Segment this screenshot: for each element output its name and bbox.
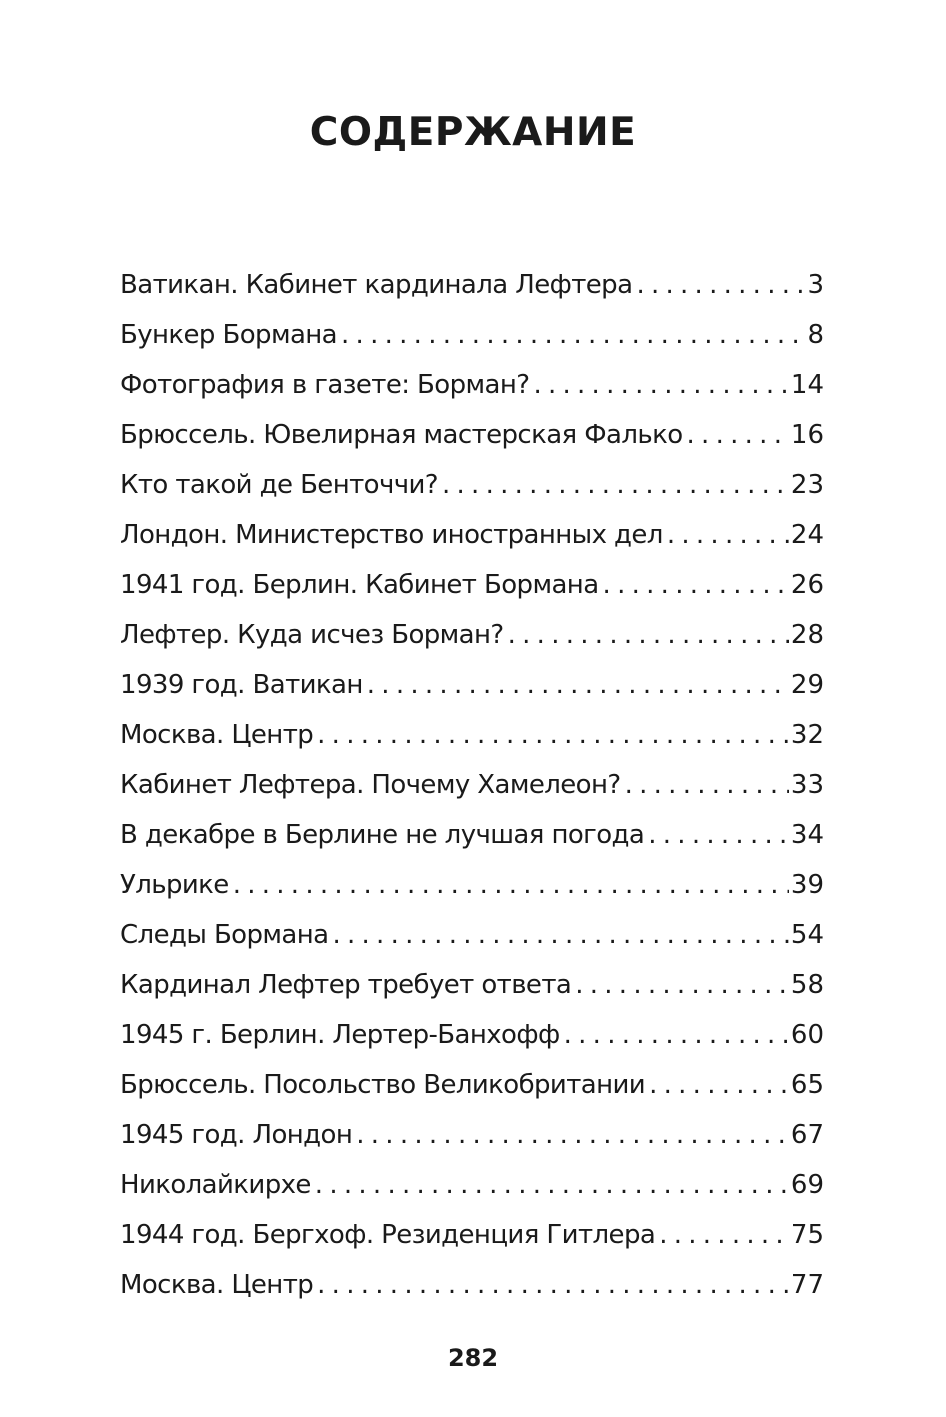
toc-entry-title: Брюссель. Ювелирная мастерская Фалько	[120, 420, 683, 450]
toc-entry	[120, 1060, 824, 1110]
toc-entry-page: 3	[807, 270, 824, 300]
toc-entry-title: Следы Бормана	[120, 920, 329, 950]
dot-leader	[625, 760, 789, 810]
toc-entry-page: 8	[807, 320, 824, 350]
toc-entry-page: 24	[790, 520, 824, 550]
toc-entry-page: 34	[790, 820, 824, 850]
toc-entry-title: Бункер Бормана	[120, 320, 338, 350]
toc-entry-page: 54	[790, 920, 824, 950]
dot-leader	[341, 310, 805, 360]
toc-entry-page: 29	[790, 670, 824, 700]
dot-leader	[659, 1210, 789, 1260]
toc-entry-title: Ульрике	[120, 870, 229, 900]
dot-leader	[356, 1110, 789, 1160]
toc-entry	[120, 310, 824, 360]
table-of-contents	[120, 260, 824, 1310]
dot-leader	[533, 360, 788, 410]
dot-leader	[233, 860, 789, 910]
toc-entry-page: 23	[790, 470, 824, 500]
page-number: 282	[447, 1344, 499, 1372]
dot-leader	[315, 1160, 789, 1210]
toc-entry	[120, 710, 824, 760]
toc-entry-title: Брюссель. Посольство Великобритании	[120, 1070, 646, 1100]
toc-entry-page: 67	[790, 1120, 824, 1150]
toc-entry	[120, 1260, 824, 1310]
dot-leader	[636, 260, 805, 310]
dot-leader	[667, 510, 789, 560]
toc-entry-title: Ватикан. Кабинет кардинала Лефтера	[120, 270, 633, 300]
toc-entry	[120, 460, 824, 510]
toc-entry-title: 1944 год. Бергхоф. Резиденция Гитлера	[120, 1220, 656, 1250]
toc-entry	[120, 1010, 824, 1060]
toc-entry-title: Кабинет Лефтера. Почему Хамелеон?	[120, 770, 621, 800]
toc-entry	[120, 260, 824, 310]
dot-leader	[564, 1010, 789, 1060]
toc-entry-page: 58	[790, 970, 824, 1000]
toc-entry-page: 77	[790, 1270, 824, 1300]
toc-entry-title: 1941 год. Берлин. Кабинет Бормана	[120, 570, 599, 600]
toc-entry-page: 75	[790, 1220, 824, 1250]
toc-entry	[120, 860, 824, 910]
dot-leader	[442, 460, 789, 510]
toc-entry-title: Кардинал Лефтер требует ответа	[120, 970, 572, 1000]
toc-entry	[120, 1160, 824, 1210]
dot-leader	[367, 660, 789, 710]
toc-entry-title: Лондон. Министерство иностранных дел	[120, 520, 663, 550]
dot-leader	[317, 1260, 789, 1310]
dot-leader	[687, 410, 789, 460]
toc-entry	[120, 610, 824, 660]
dot-leader	[603, 560, 789, 610]
toc-entry	[120, 360, 824, 410]
toc-entry	[120, 560, 824, 610]
toc-entry-page: 28	[790, 620, 824, 650]
toc-entry	[120, 1210, 824, 1260]
toc-entry	[120, 410, 824, 460]
toc-entry	[120, 960, 824, 1010]
toc-entry-title: Москва. Центр	[120, 1270, 314, 1300]
toc-entry	[120, 760, 824, 810]
toc-entry-title: Лефтер. Куда исчез Борман?	[120, 620, 504, 650]
dot-leader	[332, 910, 788, 960]
page-title: СОДЕРЖАНИЕ	[309, 110, 637, 155]
toc-entry-title: В декабре в Берлине не лучшая погода	[120, 820, 645, 850]
toc-entry-title: Фотография в газете: Борман?	[120, 370, 530, 400]
toc-entry-page: 39	[790, 870, 824, 900]
toc-entry-page: 32	[790, 720, 824, 750]
toc-entry-page: 69	[790, 1170, 824, 1200]
dot-leader	[649, 1060, 789, 1110]
toc-entry-title: Николайкирхе	[120, 1170, 311, 1200]
toc-entry	[120, 910, 824, 960]
toc-entry-page: 16	[790, 420, 824, 450]
dot-leader	[317, 710, 789, 760]
toc-entry	[120, 660, 824, 710]
toc-entry-title: 1939 год. Ватикан	[120, 670, 363, 700]
toc-entry-page: 65	[790, 1070, 824, 1100]
toc-entry-title: Москва. Центр	[120, 720, 314, 750]
toc-entry	[120, 1110, 824, 1160]
toc-entry	[120, 810, 824, 860]
toc-entry-title: 1945 год. Лондон	[120, 1120, 353, 1150]
toc-entry-page: 60	[790, 1020, 824, 1050]
toc-entry-title: 1945 г. Берлин. Лертер-Банхофф	[120, 1020, 560, 1050]
toc-entry-title: Кто такой де Бенточчи?	[120, 470, 438, 500]
dot-leader	[508, 610, 789, 660]
dot-leader	[648, 810, 789, 860]
toc-entry-page: 14	[790, 370, 824, 400]
toc-entry-page: 26	[790, 570, 824, 600]
dot-leader	[575, 960, 789, 1010]
toc-entry	[120, 510, 824, 560]
toc-entry-page: 33	[790, 770, 824, 800]
